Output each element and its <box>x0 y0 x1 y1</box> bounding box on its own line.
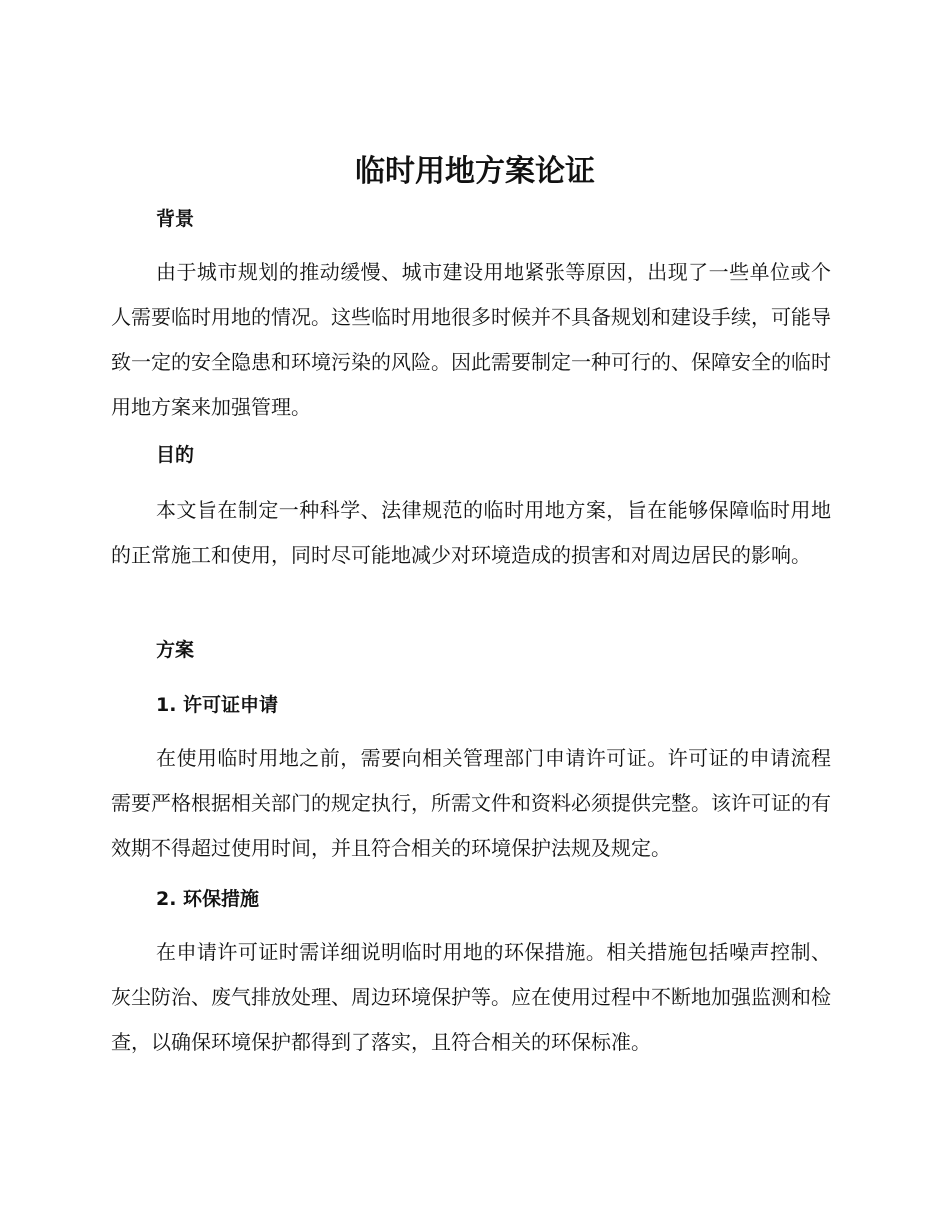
subsection-paragraph-permit: 在使用临时用地之前，需要向相关管理部门申请许可证。许可证的申请流程需要严格根据相关部门的规定执行，所需文件和资料必须提供完整。该许可证的有效期不得超过使用时间，并且符合相关的环境保护法规及规定。 <box>111 746 831 860</box>
subsection-heading-environment: 2. 环保措施 <box>156 888 260 910</box>
section-paragraph-background: 由于城市规划的推动缓慢、城市建设用地紧张等原因，出现了一些单位或个人需要临时用地的情况。这些临时用地很多时候并不具备规划和建设手续，可能导致一定的安全隐患和环境污染的风险。因此需要制定一种可行的、保障安全的临时用地方案来加强管理。 <box>111 260 831 419</box>
section-paragraph-purpose: 本文旨在制定一种科学、法律规范的临时用地方案，旨在能够保障临时用地的正常施工和使用，同时尽可能地减少对环境造成的损害和对周边居民的影响。 <box>111 498 831 567</box>
section-heading-background: 背景 <box>156 208 195 230</box>
subsection-paragraph-environment: 在申请许可证时需详细说明临时用地的环保措施。相关措施包括噪声控制、灰尘防治、废气排放处理、周边环境保护等。应在使用过程中不断地加强监测和检查，以确保环境保护都得到了落实，且符合相关的环保标准。 <box>111 940 831 1054</box>
section-heading-plan: 方案 <box>156 639 195 661</box>
section-heading-purpose: 目的 <box>156 444 195 466</box>
subsection-heading-permit: 1. 许可证申请 <box>156 694 279 716</box>
document-title: 临时用地方案论证 <box>355 154 595 189</box>
